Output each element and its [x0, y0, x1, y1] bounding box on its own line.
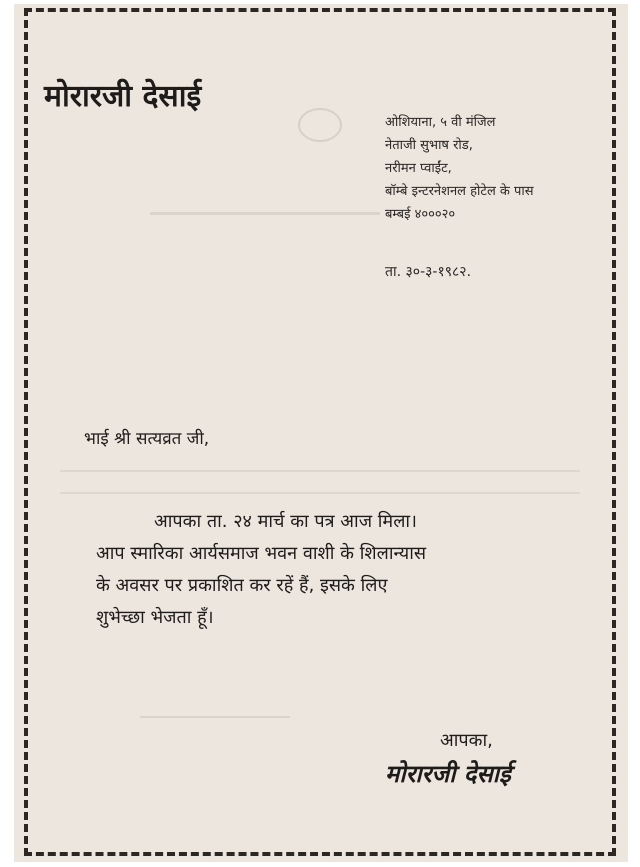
- signature: मोरारजी देसाई: [385, 760, 511, 788]
- body-line: आपका ता. २४ मार्च का पत्र आज मिला।: [154, 511, 417, 532]
- address-line: नेताजी सुभाष रोड,: [385, 138, 473, 153]
- letter-body: [96, 506, 556, 634]
- body-line: आप स्मारिका आर्यसमाज भवन वाशी के शिलान्यास: [96, 543, 427, 564]
- bleed-through-rule: [60, 470, 580, 472]
- sender-address: [385, 111, 534, 226]
- salutation: भाई श्री सत्यव्रत जी,: [84, 429, 210, 449]
- address-line: बॉम्बे इन्टरनेशनल होटेल के पास: [385, 184, 534, 199]
- bleed-through-rule: [60, 492, 580, 494]
- address-line: बम्बई ४०००२०: [385, 207, 456, 222]
- body-line: के अवसर पर प्रकाशित कर रहें हैं, इसके लिए: [96, 575, 388, 596]
- body-line: शुभेच्छा भेजता हूँ।: [96, 607, 214, 628]
- bleed-through-rule: [140, 716, 290, 718]
- address-line: ओशियाना, ५ वी मंजिल: [385, 115, 496, 130]
- bleed-through-rule: [150, 212, 380, 215]
- closing: आपका,: [440, 730, 493, 751]
- address-line: नरीमन प्वाईंट,: [385, 161, 452, 176]
- bleed-through-seal-icon: [298, 108, 342, 142]
- sender-name: मोरारजी देसाई: [44, 79, 202, 114]
- letter-date: ता. ३०-३-१९८२.: [385, 264, 472, 280]
